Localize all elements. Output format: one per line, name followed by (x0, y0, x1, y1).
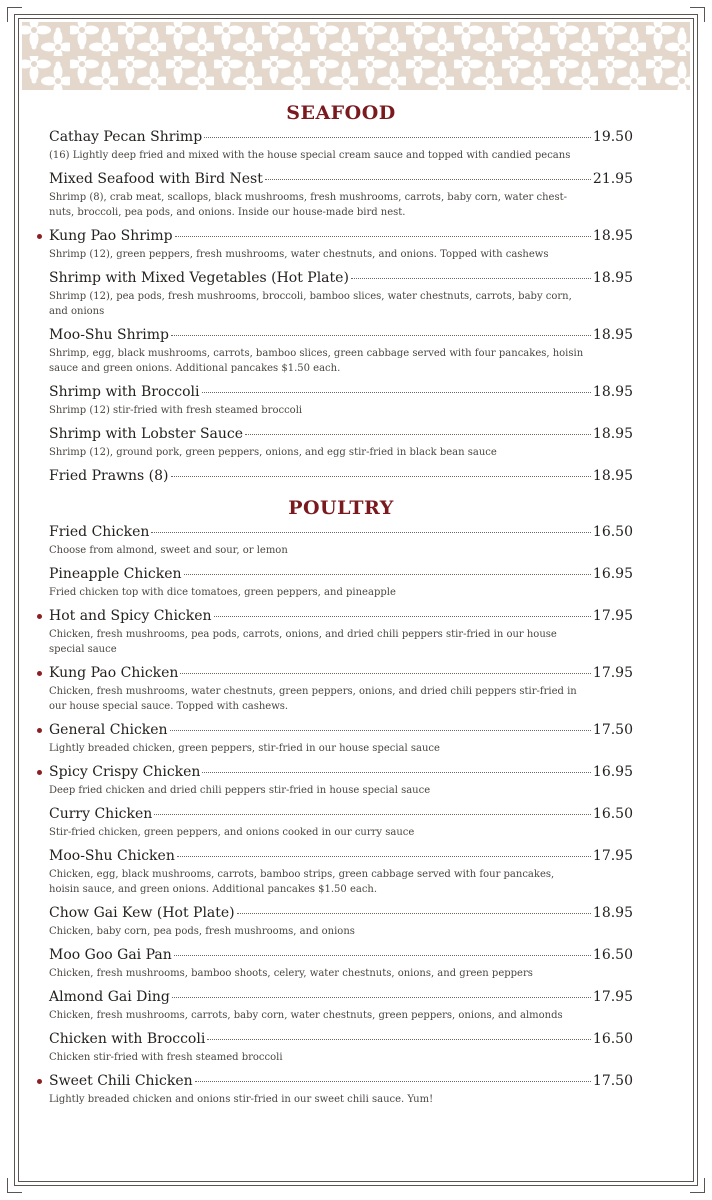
item-price: 17.50 (592, 722, 633, 738)
item-description: Shrimp (8), crab meat, scallops, black mushrooms, fresh mushrooms, carrots, baby corn, water chest-nuts, broccoli, pea pods, and onions. Inside our house-made bird nest. (49, 192, 567, 218)
item-description: Stir-fried chicken, green peppers, and onions cooked in our curry sauce (49, 827, 415, 838)
item-price: 16.95 (592, 764, 633, 780)
dot-leader (172, 997, 591, 998)
dot-leader (214, 616, 591, 617)
item-description: Chicken, fresh mushrooms, pea pods, carrots, onions, and dried chili peppers stir-fried in our house special sauce (49, 629, 557, 655)
section-title-poultry: POULTRY (288, 497, 394, 519)
item-name: Shrimp with Broccoli (49, 384, 200, 400)
dot-leader (154, 814, 591, 815)
item-price: 17.95 (592, 989, 633, 1005)
dot-leader (195, 1081, 591, 1082)
menu-item (49, 227, 633, 262)
corner-ornament-top-right (690, 7, 705, 22)
spicy-indicator-icon (37, 728, 42, 733)
dot-leader (351, 278, 591, 279)
item-name: Kung Pao Chicken (49, 665, 179, 681)
dot-leader (171, 335, 591, 336)
seafood-items (49, 128, 633, 486)
item-price: 21.95 (592, 171, 633, 187)
item-name: Cathay Pecan Shrimp (49, 129, 203, 145)
item-price: 16.95 (592, 566, 633, 582)
menu-item (49, 763, 633, 798)
dot-leader (202, 392, 591, 393)
item-price: 17.95 (592, 608, 633, 624)
item-price: 18.95 (592, 228, 633, 244)
menu-item (49, 1030, 633, 1065)
menu-item (49, 326, 633, 376)
item-price: 17.95 (592, 848, 633, 864)
item-price: 18.95 (592, 468, 633, 484)
menu-item (49, 904, 633, 939)
dot-leader (174, 955, 591, 956)
item-description: Fried chicken top with dice tomatoes, green peppers, and pineapple (49, 587, 396, 598)
corner-ornament-bottom-right (690, 1178, 705, 1193)
menu-item (49, 847, 633, 897)
item-name: Curry Chicken (49, 806, 153, 822)
dot-leader (177, 856, 591, 857)
item-name: General Chicken (49, 722, 168, 738)
item-description: Shrimp (12), green peppers, fresh mushrooms, water chestnuts, and onions. Topped with cashews (49, 249, 549, 260)
spicy-indicator-icon (37, 234, 42, 239)
item-name: Fried Chicken (49, 524, 150, 540)
menu-item (49, 128, 633, 163)
item-description: Choose from almond, sweet and sour, or lemon (49, 545, 288, 556)
item-description: (16) Lightly deep fried and mixed with the house special cream sauce and topped with candied pecans (49, 150, 571, 161)
item-price: 19.50 (592, 129, 633, 145)
menu-item (49, 805, 633, 840)
dot-leader (202, 772, 590, 773)
dot-leader (207, 1039, 591, 1040)
item-price: 18.95 (592, 327, 633, 343)
item-name: Shrimp with Mixed Vegetables (Hot Plate) (49, 270, 349, 286)
item-description: Lightly breaded chicken, green peppers, stir-fried in our house special sauce (49, 743, 440, 754)
menu-item (49, 946, 633, 981)
decorative-banner (22, 22, 690, 90)
item-name: Hot and Spicy Chicken (49, 608, 212, 624)
menu-item (49, 565, 633, 600)
dot-leader (170, 730, 591, 731)
section-title-seafood: SEAFOOD (286, 102, 396, 124)
menu-item (49, 170, 633, 220)
item-name: Spicy Crispy Chicken (49, 764, 201, 780)
item-name: Pineapple Chicken (49, 566, 182, 582)
menu-item (49, 988, 633, 1023)
spicy-indicator-icon (37, 1079, 42, 1084)
item-name: Almond Gai Ding (49, 989, 170, 1005)
spicy-indicator-icon (37, 671, 42, 676)
dot-leader (175, 236, 591, 237)
item-price: 18.95 (592, 384, 633, 400)
item-price: 16.50 (592, 806, 633, 822)
dot-leader (265, 179, 591, 180)
menu-item (49, 607, 633, 657)
item-description: Chicken, fresh mushrooms, water chestnuts, green peppers, onions, and dried chili peppers stir-fried in our house special sauce. Topped with cashews. (49, 686, 577, 712)
dot-leader (245, 434, 591, 435)
item-name: Moo Goo Gai Pan (49, 947, 172, 963)
item-name: Sweet Chili Chicken (49, 1073, 193, 1089)
item-name: Chicken with Broccoli (49, 1031, 206, 1047)
spicy-indicator-icon (37, 614, 42, 619)
item-price: 17.95 (592, 665, 633, 681)
menu-item (49, 425, 633, 460)
item-description: Chicken, fresh mushrooms, bamboo shoots, celery, water chestnuts, onions, and green peppers (49, 968, 533, 979)
item-name: Shrimp with Lobster Sauce (49, 426, 244, 442)
item-price: 18.95 (592, 905, 633, 921)
dot-leader (184, 574, 591, 575)
item-name: Kung Pao Shrimp (49, 228, 173, 244)
item-description: Shrimp (12), pea pods, fresh mushrooms, broccoli, bamboo slices, water chestnuts, carrots, baby corn, and onions (49, 291, 572, 317)
item-price: 18.95 (592, 270, 633, 286)
dot-leader (204, 137, 591, 138)
poultry-items (49, 523, 633, 1107)
item-description: Chicken stir-fried with fresh steamed broccoli (49, 1052, 283, 1063)
corner-ornament-bottom-left (7, 1178, 22, 1193)
menu-item (49, 467, 633, 486)
item-price: 17.50 (592, 1073, 633, 1089)
item-description: Shrimp (12) stir-fried with fresh steamed broccoli (49, 405, 303, 416)
floral-pattern-icon (22, 22, 690, 90)
item-name: Moo-Shu Shrimp (49, 327, 170, 343)
item-description: Chicken, fresh mushrooms, carrots, baby corn, water chestnuts, green peppers, onions, and almonds (49, 1010, 563, 1021)
dot-leader (171, 476, 591, 477)
item-price: 16.50 (592, 1031, 633, 1047)
dot-leader (180, 673, 590, 674)
item-name: Fried Prawns (8) (49, 468, 169, 484)
item-description: Deep fried chicken and dried chili peppers stir-fried in house special sauce (49, 785, 431, 796)
menu-content (49, 96, 633, 1114)
menu-item (49, 523, 633, 558)
item-name: Chow Gai Kew (Hot Plate) (49, 905, 235, 921)
item-description: Chicken, egg, black mushrooms, carrots, bamboo strips, green cabbage served with four pancakes, hoisin sauce, and green onions. Additional pancakes $1.50 each. (49, 869, 555, 895)
menu-item (49, 383, 633, 418)
item-price: 16.50 (592, 947, 633, 963)
spicy-indicator-icon (37, 770, 42, 775)
dot-leader (237, 913, 591, 914)
item-name: Mixed Seafood with Bird Nest (49, 171, 263, 187)
menu-item (49, 269, 633, 319)
menu-item (49, 1072, 633, 1107)
item-price: 16.50 (592, 524, 633, 540)
item-description: Shrimp (12), ground pork, green peppers, onions, and egg stir-fried in black bean sauce (49, 447, 497, 458)
dot-leader (151, 532, 590, 533)
item-description: Chicken, baby corn, pea pods, fresh mushrooms, and onions (49, 926, 355, 937)
item-description: Lightly breaded chicken and onions stir-fried in our sweet chili sauce. Yum! (49, 1094, 434, 1105)
menu-item (49, 721, 633, 756)
corner-ornament-top-left (7, 7, 22, 22)
item-name: Moo-Shu Chicken (49, 848, 175, 864)
item-description: Shrimp, egg, black mushrooms, carrots, bamboo slices, green cabbage served with four pancakes, hoisin sauce and green onions. Additional pancakes $1.50 each. (49, 348, 584, 374)
menu-item (49, 664, 633, 714)
item-price: 18.95 (592, 426, 633, 442)
